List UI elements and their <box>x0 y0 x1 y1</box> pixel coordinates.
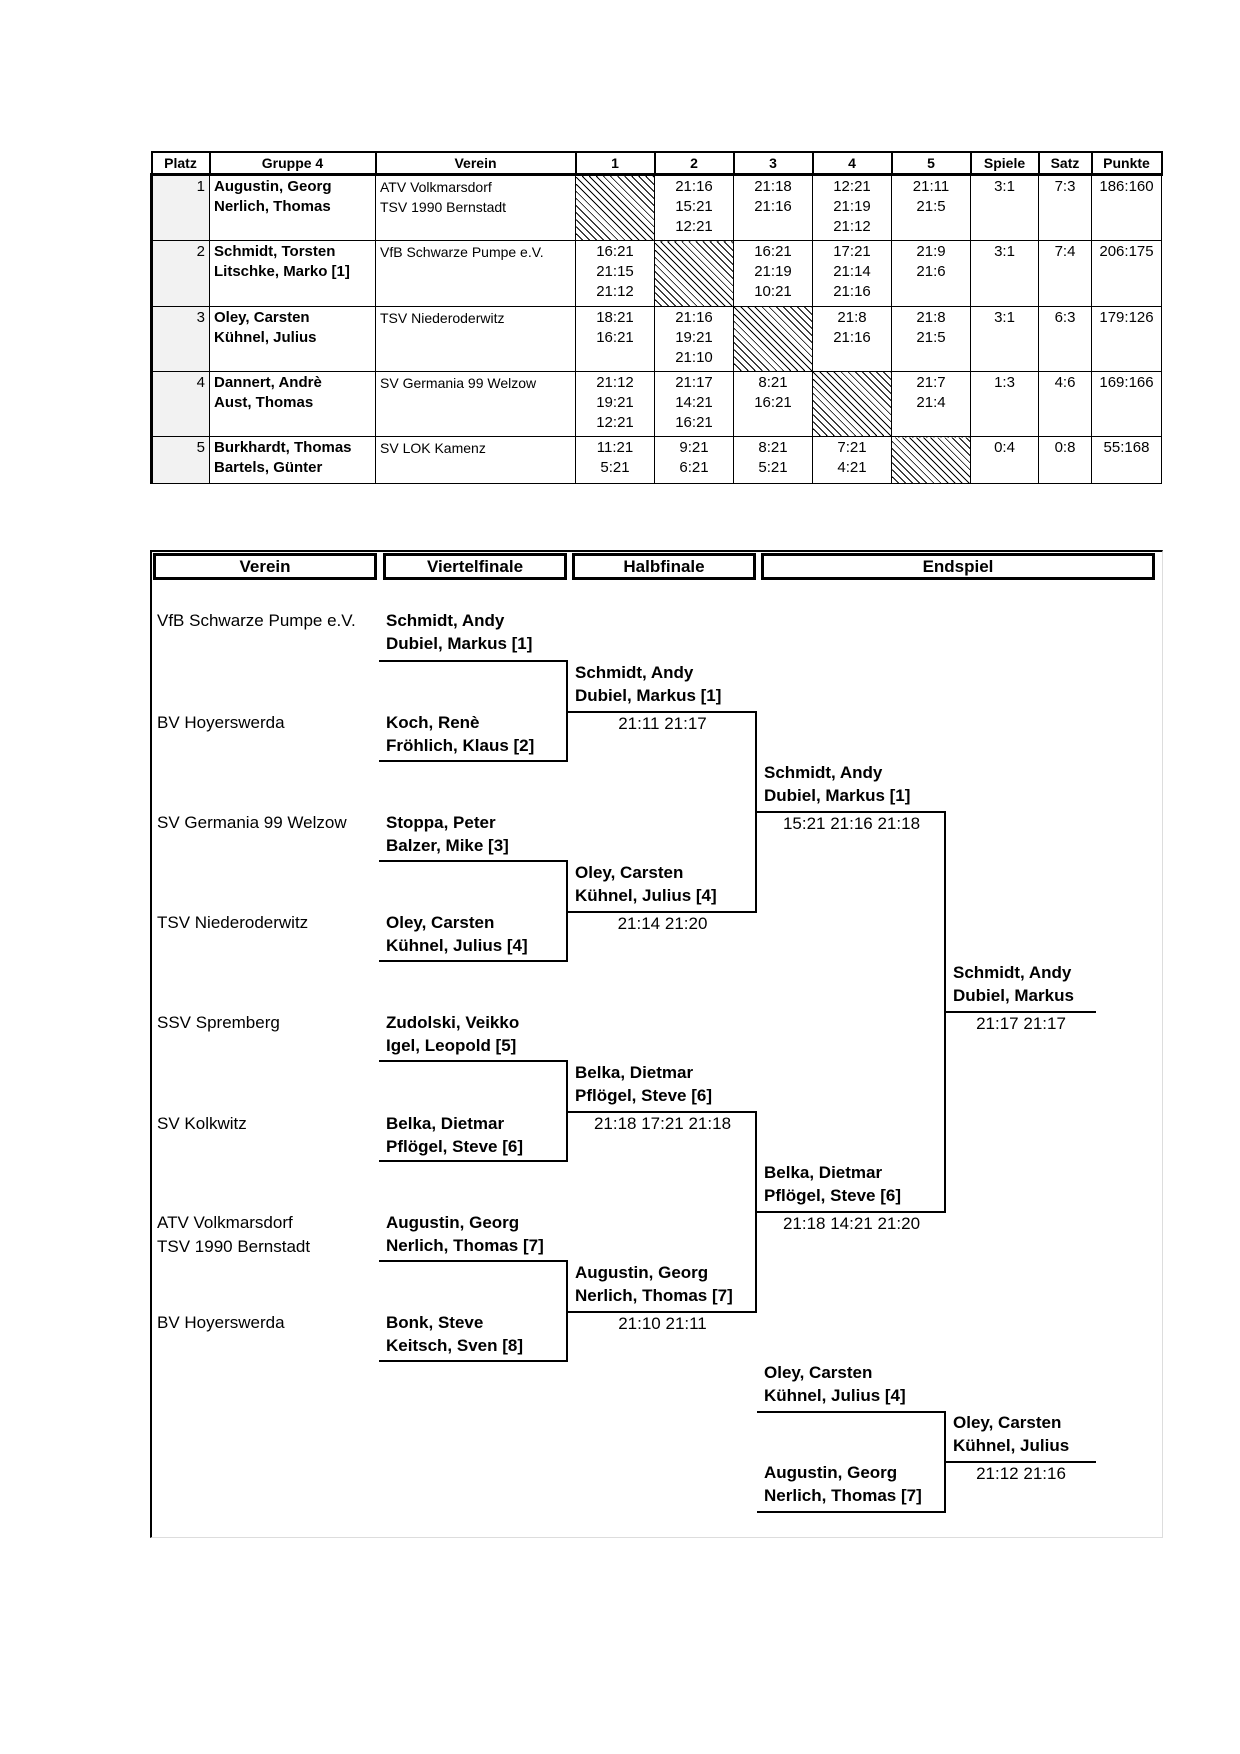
platz-cell: 5 <box>152 437 210 484</box>
viertelfinale-entry: Zudolski, Veikko Igel, Leopold [5] <box>386 1013 520 1055</box>
result-cell: 16:21 21:15 21:12 <box>576 241 655 306</box>
result-cell: 9:21 6:21 <box>655 437 734 484</box>
platz-cell: 3 <box>152 306 210 371</box>
halbfinale-entry: Belka, Dietmar Pflögel, Steve [6] <box>575 1063 712 1105</box>
header-col-1: 1 <box>576 152 655 175</box>
players-cell: Burkhardt, Thomas Bartels, Günter <box>210 437 376 484</box>
halbfinale-entry: Oley, Carsten Kühnel, Julius [4] <box>575 863 717 905</box>
header-col-4: 4 <box>813 152 892 175</box>
group-table-row <box>152 241 1162 306</box>
bracket-line <box>379 960 568 962</box>
result-cell: 17:21 21:14 21:16 <box>813 241 892 306</box>
halbfinale-score: 21:14 21:20 <box>617 914 708 933</box>
platz-cell: 1 <box>152 175 210 241</box>
verein-label: SV Kolkwitz <box>157 1114 247 1133</box>
bracket-line <box>568 1111 757 1113</box>
punkte-cell: 186:160 <box>1092 175 1162 241</box>
third-place-winner-entry: Oley, Carsten Kühnel, Julius <box>953 1413 1070 1455</box>
result-cell: 11:21 5:21 <box>576 437 655 484</box>
viertelfinale-entry: Schmidt, Andy Dubiel, Markus [1] <box>386 611 533 653</box>
third-place-entry: Oley, Carsten Kühnel, Julius [4] <box>764 1363 906 1405</box>
result-cell: 21:11 21:5 <box>892 175 971 241</box>
punkte-cell: 55:168 <box>1092 437 1162 484</box>
verein-label: BV Hoyerswerda <box>157 713 285 732</box>
halbfinale-score: 21:11 21:17 <box>618 714 707 733</box>
header-col-5: 5 <box>892 152 971 175</box>
result-cell: 8:21 5:21 <box>734 437 813 484</box>
third-place-entry: Augustin, Georg Nerlich, Thomas [7] <box>764 1463 922 1505</box>
verein-cell: ATV Volkmarsdorf TSV 1990 Bernstadt <box>376 175 576 241</box>
bracket-line <box>379 1160 568 1162</box>
verein-cell: SV LOK Kamenz <box>376 437 576 484</box>
header-punkte: Punkte <box>1092 152 1162 175</box>
spiele-cell: 1:3 <box>971 371 1039 436</box>
bracket-line <box>379 860 568 862</box>
viertelfinale-entry: Bonk, Steve Keitsch, Sven [8] <box>386 1313 523 1355</box>
bracket-header-verein: Verein <box>153 553 377 580</box>
bracket-line <box>379 1260 568 1262</box>
satz-cell: 0:8 <box>1039 437 1092 484</box>
bracket-header-endspiel: Endspiel <box>761 553 1155 580</box>
viertelfinale-entry: Augustin, Georg Nerlich, Thomas [7] <box>386 1213 544 1255</box>
players-cell: Augustin, Georg Nerlich, Thomas <box>210 175 376 241</box>
self-match-hatched-cell <box>892 437 971 484</box>
semifinal-winner-entry: Belka, Dietmar Pflögel, Steve [6] <box>764 1163 901 1205</box>
group-table-header-row <box>152 152 1162 175</box>
group-table <box>150 151 1163 484</box>
satz-cell: 4:6 <box>1039 371 1092 436</box>
players-cell: Oley, Carsten Kühnel, Julius <box>210 306 376 371</box>
viertelfinale-entry: Koch, Renè Fröhlich, Klaus [2] <box>386 713 535 755</box>
bracket-line <box>757 1511 946 1513</box>
verein-cell: VfB Schwarze Pumpe e.V. <box>376 241 576 306</box>
bracket-line <box>379 760 568 762</box>
bracket-line <box>757 811 946 813</box>
punkte-cell: 206:175 <box>1092 241 1162 306</box>
semifinal-winner-entry: Schmidt, Andy Dubiel, Markus [1] <box>764 763 911 805</box>
players-cell: Schmidt, Torsten Litschke, Marko [1] <box>210 241 376 306</box>
platz-cell: 4 <box>152 371 210 436</box>
verein-label: SV Germania 99 Welzow <box>157 813 347 832</box>
result-cell: 7:21 4:21 <box>813 437 892 484</box>
satz-cell: 6:3 <box>1039 306 1092 371</box>
spiele-cell: 3:1 <box>971 306 1039 371</box>
result-cell: 18:21 16:21 <box>576 306 655 371</box>
champion-score: 21:17 21:17 <box>976 1014 1066 1033</box>
result-cell: 16:21 21:19 10:21 <box>734 241 813 306</box>
halbfinale-entry: Schmidt, Andy Dubiel, Markus [1] <box>575 663 722 705</box>
header-col-2: 2 <box>655 152 734 175</box>
verein-label: TSV Niederoderwitz <box>157 913 309 932</box>
spiele-cell: 3:1 <box>971 175 1039 241</box>
group-table-row <box>152 371 1162 436</box>
halbfinale-entry: Augustin, Georg Nerlich, Thomas [7] <box>575 1263 733 1305</box>
platz-cell: 2 <box>152 241 210 306</box>
verein-cell: TSV Niederoderwitz <box>376 306 576 371</box>
self-match-hatched-cell <box>576 175 655 241</box>
result-cell: 21:12 19:21 12:21 <box>576 371 655 436</box>
semifinal-score: 15:21 21:16 21:18 <box>782 814 921 833</box>
spiele-cell: 3:1 <box>971 241 1039 306</box>
verein-label: VfB Schwarze Pumpe e.V. <box>157 611 356 630</box>
header-platz: Platz <box>152 152 210 175</box>
self-match-hatched-cell <box>655 241 734 306</box>
result-cell: 21:7 21:4 <box>892 371 971 436</box>
result-cell: 21:16 19:21 21:10 <box>655 306 734 371</box>
bracket-line <box>379 660 568 662</box>
bracket-line <box>379 1360 568 1362</box>
bracket-line <box>568 1311 757 1313</box>
self-match-hatched-cell <box>813 371 892 436</box>
group-table-row <box>152 437 1162 484</box>
spiele-cell: 0:4 <box>971 437 1039 484</box>
verein-label: ATV Volkmarsdorf TSV 1990 Bernstadt <box>157 1213 311 1256</box>
result-cell: 21:17 14:21 16:21 <box>655 371 734 436</box>
header-verein: Verein <box>376 152 576 175</box>
verein-label: SSV Spremberg <box>157 1013 280 1032</box>
halbfinale-score: 21:18 17:21 21:18 <box>593 1114 732 1133</box>
group-table-body <box>152 175 1162 484</box>
satz-cell: 7:3 <box>1039 175 1092 241</box>
bracket-header-halbfinale: Halbfinale <box>572 553 756 580</box>
halbfinale-score: 21:10 21:11 <box>618 1314 707 1333</box>
punkte-cell: 169:166 <box>1092 371 1162 436</box>
bracket-line <box>568 911 757 913</box>
header-col-3: 3 <box>734 152 813 175</box>
verein-label: BV Hoyerswerda <box>157 1313 285 1332</box>
result-cell: 8:21 16:21 <box>734 371 813 436</box>
third-place-score: 21:12 21:16 <box>976 1464 1066 1483</box>
viertelfinale-entry: Belka, Dietmar Pflögel, Steve [6] <box>386 1114 523 1156</box>
result-cell: 21:8 21:16 <box>813 306 892 371</box>
bracket-line <box>568 711 757 713</box>
result-cell: 12:21 21:19 21:12 <box>813 175 892 241</box>
verein-cell: SV Germania 99 Welzow <box>376 371 576 436</box>
group-table-row <box>152 175 1162 241</box>
bracket-header-viertelfinale: Viertelfinale <box>383 553 567 580</box>
header-gruppe: Gruppe 4 <box>210 152 376 175</box>
result-cell: 21:18 21:16 <box>734 175 813 241</box>
viertelfinale-entry: Oley, Carsten Kühnel, Julius [4] <box>386 913 528 955</box>
viertelfinale-entry: Stoppa, Peter Balzer, Mike [3] <box>386 813 509 855</box>
bracket-line <box>757 1411 946 1413</box>
group-table-row <box>152 306 1162 371</box>
result-cell: 21:9 21:6 <box>892 241 971 306</box>
result-cell: 21:16 15:21 12:21 <box>655 175 734 241</box>
header-satz: Satz <box>1039 152 1092 175</box>
punkte-cell: 179:126 <box>1092 306 1162 371</box>
semifinal-score: 21:18 14:21 21:20 <box>782 1214 921 1233</box>
result-cell: 21:8 21:5 <box>892 306 971 371</box>
header-spiele: Spiele <box>971 152 1039 175</box>
champion-entry: Schmidt, Andy Dubiel, Markus <box>953 963 1074 1005</box>
players-cell: Dannert, Andrè Aust, Thomas <box>210 371 376 436</box>
satz-cell: 7:4 <box>1039 241 1092 306</box>
bracket-line <box>379 1060 568 1062</box>
self-match-hatched-cell <box>734 306 813 371</box>
bracket-line <box>757 1211 946 1213</box>
